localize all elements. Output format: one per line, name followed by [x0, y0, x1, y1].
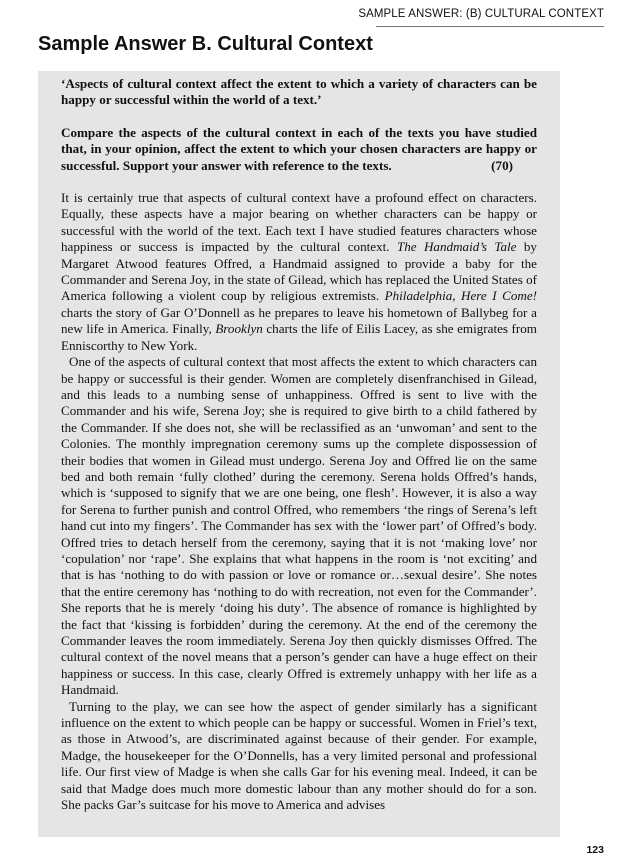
header-rule	[376, 26, 604, 27]
page-number: 123	[586, 844, 604, 856]
question-prompt: ‘Aspects of cultural context affect the extent to which a variety of characters can be happy or successful within the world of a text.’	[61, 76, 537, 108]
intro-part-d: charts the life of Eilis Lacey, as she emigrates from Enniscorthy to New York.	[61, 321, 537, 353]
intro-part-c: charts the story of Gar O’Donnell as he prepares to leave his hometown of Ballybeg for a new life in America. Finally,	[61, 304, 537, 337]
text-title-brooklyn: Brooklyn	[215, 321, 263, 337]
task-text: Compare the aspects of the cultural context in each of the texts you have studied that, in your opinion, affect the extent to which your chosen characters are happy or successful. Support your answer with reference to the texts.	[61, 124, 537, 173]
answer-box	[38, 71, 560, 837]
essay-paragraph-gender-play: Turning to the play, we can see how the aspect of gender similarly has a significant influence on the extent to which people can be happy or successful. Women in Friel’s text, as those in Atwood’s, are discriminated against because of their gender. For example, Madge, the housekeeper for the O’Donnells, has a very limited personal and professional life. Our first view of Madge is when she calls Gar for his evening meal. Indeed, it can be said that Madge does much more domestic labour than any mother should do for a son. She packs Gar’s suitcase for his move to America and advises	[61, 698, 537, 813]
intro-part-a: It is certainly true that aspects of cultural context have a profound effect on characters. Equally, these aspects have a major bearing on whether characters can be happy or successful with the world of the text. Each text I have studied features characters whose happiness or success is impacted by the cultural context.	[61, 190, 537, 255]
text-title-philadelphia: Philadelphia, Here I Come!	[384, 288, 537, 304]
essay-paragraph-intro	[61, 190, 537, 354]
page-title: Sample Answer B. Cultural Context	[38, 33, 373, 55]
marks-label: (70)	[491, 157, 513, 173]
answer-content	[61, 76, 537, 813]
intro-part-b: by Margaret Atwood features Offred, a Handmaid assigned to provide a baby for the Commander and Serena Joy, in the state of Gilead, which has replaced the United States of America following a violent coup by religious extremists.	[61, 239, 537, 304]
question-task	[61, 125, 537, 174]
essay-body	[61, 190, 537, 813]
essay-paragraph-gender-novel: One of the aspects of cultural context that most affects the extent to which characters can be happy or successful is their gender. Women are completely disenfranchised in Gilead, and this leads to a numbing sense of unhappiness. Offred is sent to live with the Commander and his wife, Serena Joy; she is required to give birth to a child fathered by the Commander. If she does not, she will be reclassified as an ‘unwoman’ and sent to the Colonies. The monthly impregnation ceremony sums up the complete dispossession of their bodies that women in Gilead must undergo. Serena Joy and Offred lie on the same bed and both remain ‘fully clothed’ during the ceremony. Serena holds Offred’s hands, which is ‘supposed to signify that we are one being, one flesh’. However, it is also a way for Serena to further punish and control Offred, who remembers ‘the rings of Serena’s left hand cut into my fingers’. The Commander has sex with the ‘lower part’ of Offred’s body. Offred tries to detach herself from the ceremony, saying that it is not ‘making love’ nor ‘copulation’ nor ‘rape’. She explains that what happens in the room is ‘not exciting’ and that is has ‘nothing to do with passion or love or romance or…sexual desire’. She notes that the entire ceremony has ‘nothing to do with recreation, not even for the Commander’. She reports that he is merely ‘doing his duty’. The absence of romance is highlighted by the fact that ‘kissing is forbidden’ during the ceremony. At the end of the ceremony the Commander leaves the room immediately. Serena Joy then quickly dismisses Offred. The cultural context of the novel means that a person’s gender can have a huge effect on their happiness or success. In this case, clearly Offred is extremely unhappy with her life as a Handmaid.	[61, 354, 537, 698]
text-title-handmaids-tale: The Handmaid’s Tale	[396, 239, 517, 255]
running-head: SAMPLE ANSWER: (B) CULTURAL CONTEXT	[358, 8, 604, 20]
